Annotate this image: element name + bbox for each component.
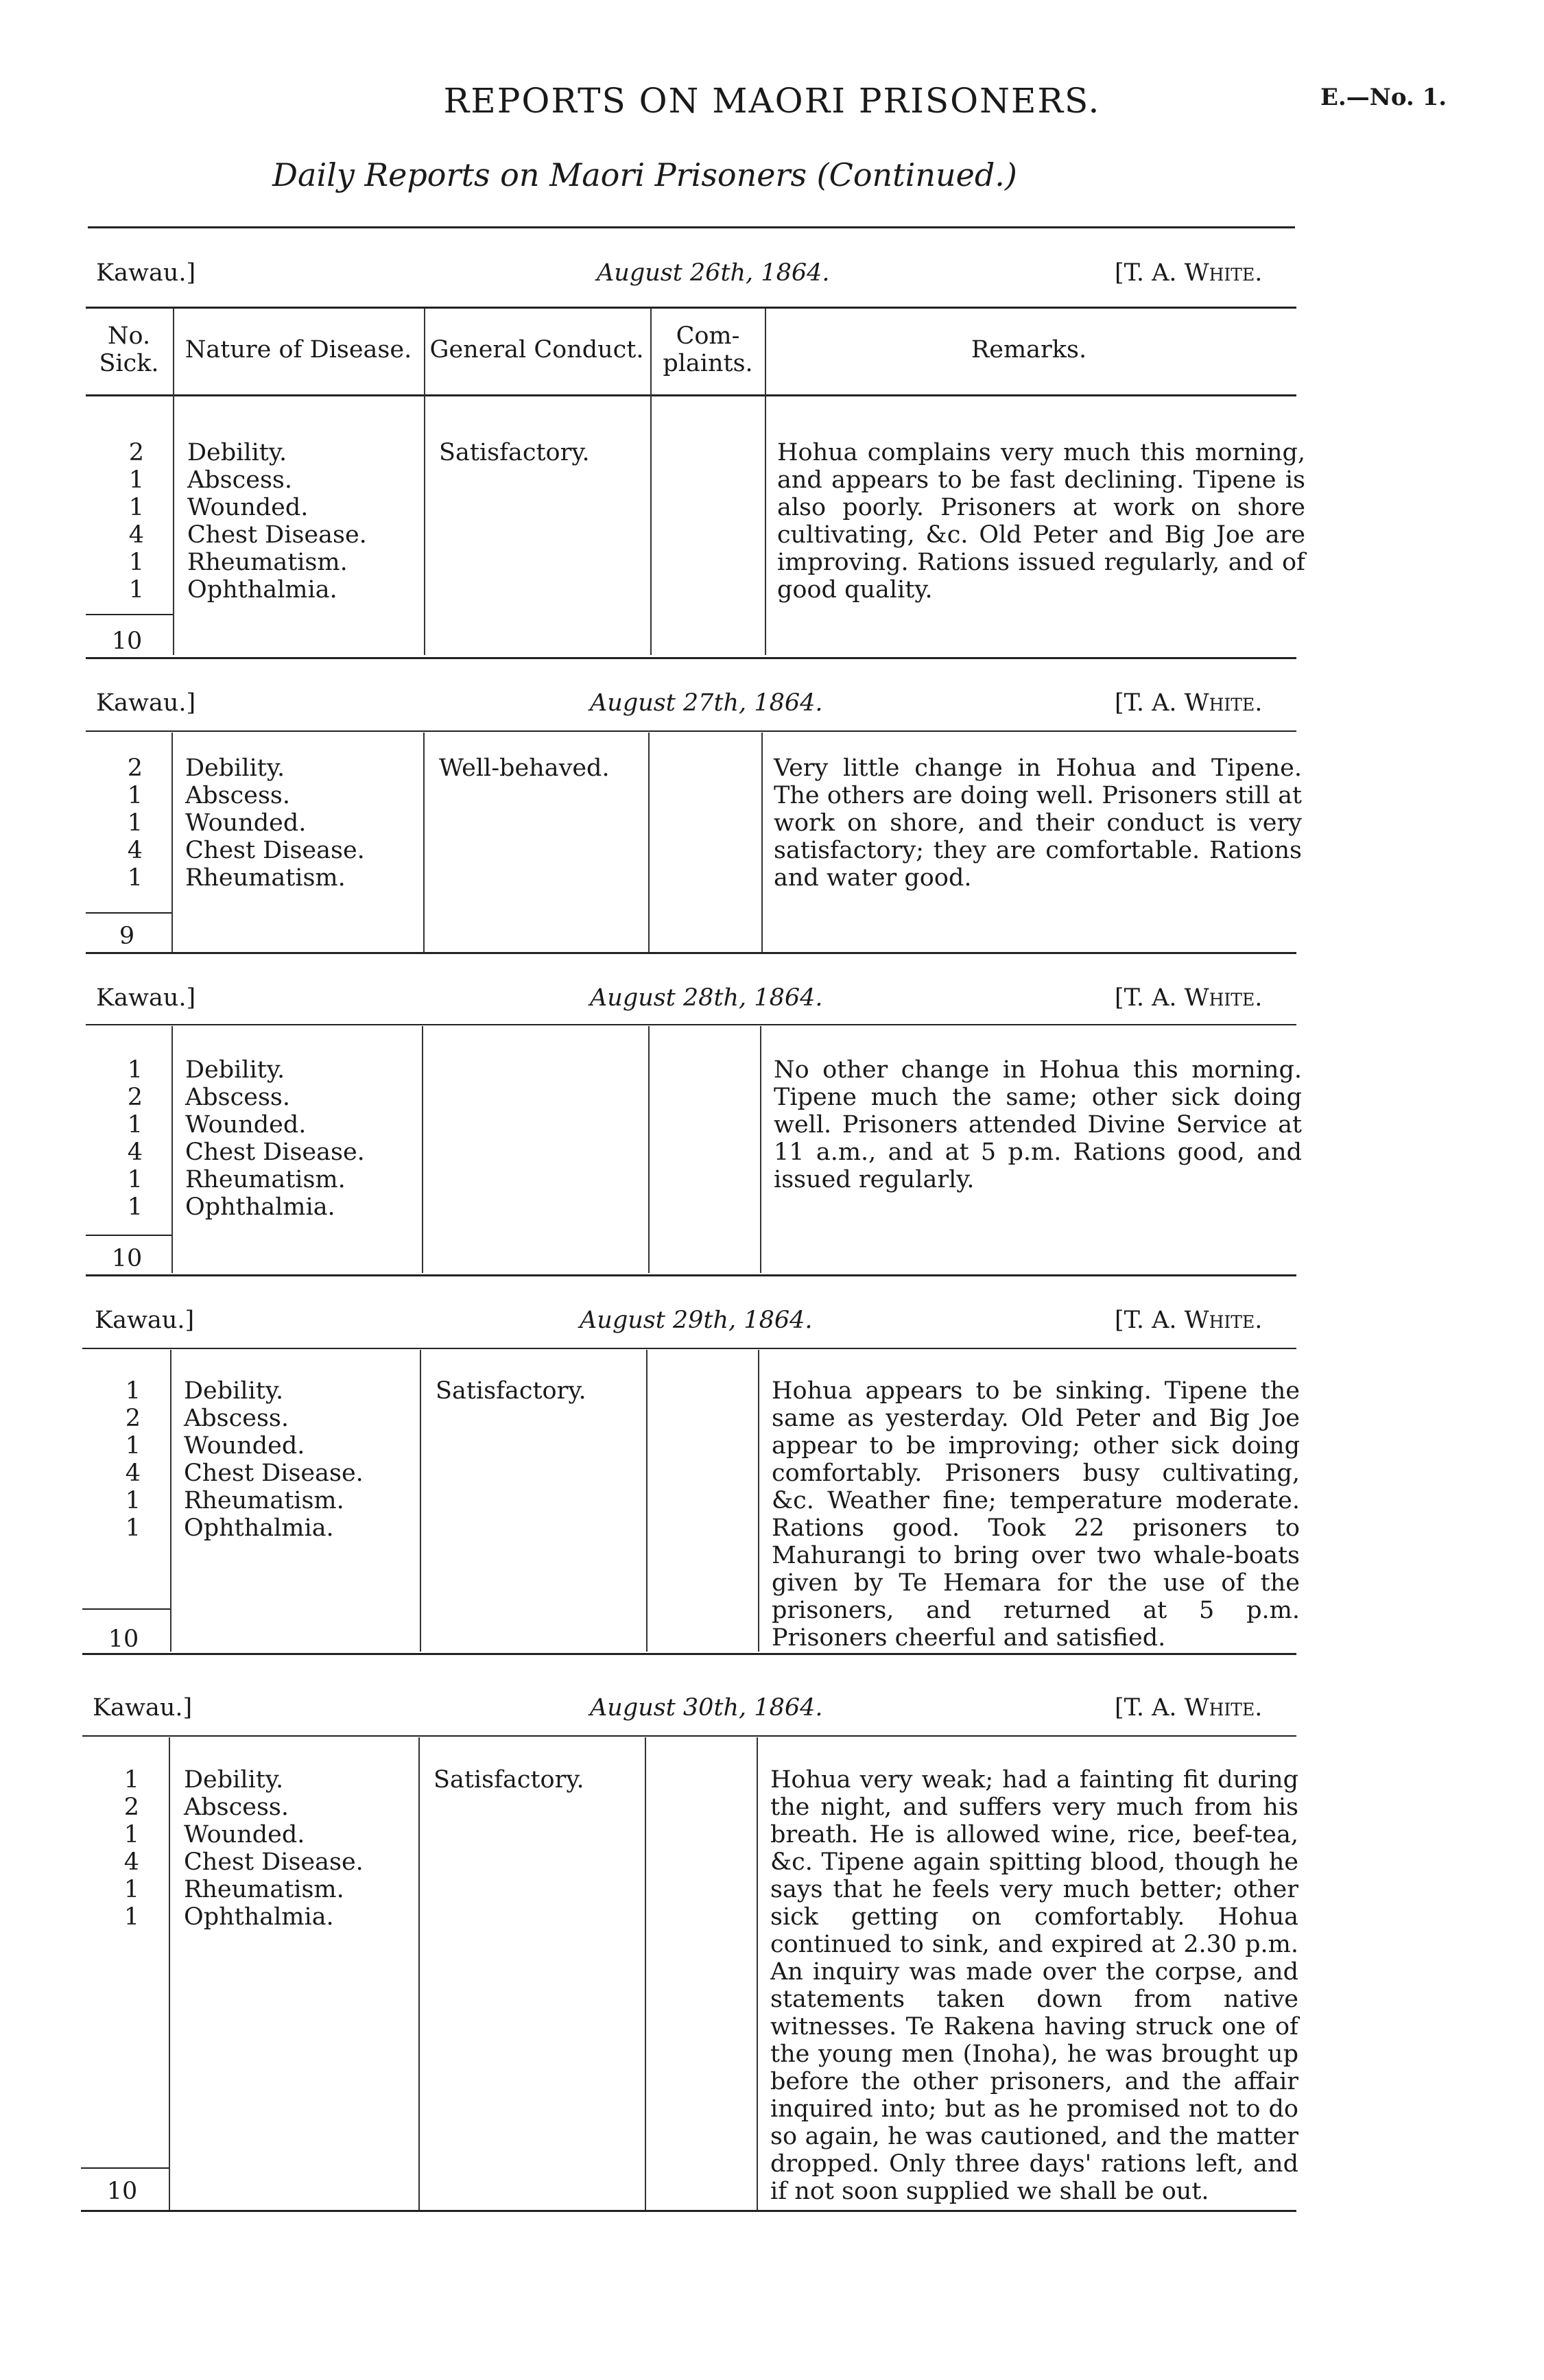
count: 2: [128, 439, 144, 466]
column-rule: [646, 1350, 648, 1652]
disease-list: [184, 1766, 364, 1931]
remarks: No other change in Hohua this morning. Tipene much the same; other sick doing well. Prisoners attended Divine Service at 11 a.m., and at 5 p.m. Rations good, and issued regularly.: [774, 1056, 1302, 1193]
header-remarks: Remarks.: [971, 336, 1087, 364]
disease-list: [184, 1377, 364, 1542]
section-officer: [T. A. White.: [1115, 1694, 1263, 1722]
header-nature-of-disease: Nature of Disease.: [185, 336, 412, 364]
section-officer: [T. A. White.: [1115, 259, 1263, 287]
column-rule: [170, 1350, 171, 1652]
total-sick: 10: [111, 1245, 143, 1272]
section-place: Kawau.]: [96, 259, 196, 287]
count: 1: [128, 576, 144, 604]
count: 2: [125, 1405, 141, 1432]
column-rule: [420, 1350, 421, 1652]
disease: Wounded.: [184, 1821, 305, 1848]
sick-counts: [91, 1766, 139, 1931]
count: 1: [128, 466, 144, 494]
total-sick: 10: [108, 1626, 139, 1653]
general-conduct: Well-behaved.: [439, 754, 610, 782]
count: 1: [123, 1821, 139, 1848]
count: 1: [125, 1432, 141, 1460]
column-rule: [424, 309, 425, 655]
section-rule: [86, 952, 1296, 954]
top-rule: [88, 226, 1295, 228]
count: 1: [127, 1056, 143, 1084]
section-rule: [86, 1274, 1296, 1276]
remarks: Hohua appears to be sinking. Tipene the same as yesterday. Old Peter and Big Joe appear to be improving; other sick doing comfortably. Prisoners busy cultivating, &c. Weather fine; temperature moderate. Rations good. Took 22 prisoners to Mahurangi to bring over two whale-boats given by Te Hemara for the use of the prisoners, and returned at 5 p.m. Prisoners cheerful and satisfied.: [772, 1377, 1300, 1652]
section-officer: [T. A. White.: [1115, 984, 1263, 1012]
section-date: August 26th, 1864.: [597, 259, 830, 287]
column-rule: [760, 1026, 761, 1273]
disease: Rheumatism.: [187, 549, 348, 576]
count: 1: [127, 809, 143, 837]
disease: Wounded.: [185, 809, 307, 837]
section-top-rule: [82, 1348, 1296, 1349]
column-rule: [418, 1737, 420, 2211]
disease: Chest Disease.: [185, 1139, 365, 1166]
header-no-sick: No. Sick.: [99, 322, 159, 377]
disease: Debility.: [184, 1766, 284, 1794]
disease: Ophthalmia.: [184, 1903, 334, 1931]
column-rule: [171, 733, 173, 952]
count: 2: [123, 1794, 139, 1821]
disease: Chest Disease.: [184, 1460, 364, 1487]
disease: Chest Disease.: [184, 1848, 364, 1876]
total-sick: 10: [111, 628, 143, 655]
disease: Abscess.: [185, 1084, 291, 1111]
general-conduct: Satisfactory.: [436, 1377, 586, 1405]
count: 1: [123, 1766, 139, 1794]
section-place: Kawau.]: [96, 984, 196, 1012]
count: 1: [128, 549, 144, 576]
column-rule: [648, 1026, 650, 1273]
section-top-rule: [86, 730, 1296, 732]
disease: Debility.: [185, 754, 285, 782]
column-rule: [169, 1737, 170, 2211]
count: 1: [127, 1111, 143, 1139]
disease: Chest Disease.: [185, 837, 365, 864]
disease: Debility.: [185, 1056, 285, 1084]
document-reference: E.—No. 1.: [1320, 84, 1447, 111]
column-rule: [650, 309, 652, 655]
remarks: Hohua very weak; had a fainting fit during the night, and suffers very much from his breath. He is allowed wine, rice, beef-tea, &c. Tipene again spitting blood, though he says that he feels very much better; other sick getting on comfortably. Hohua continued to sink, and expired at 2.30 p.m. An inquiry was made over the corpse, and statements taken down from native witnesses. Te Rakena having struck one of the young men (Inoha), he was brought up before the other prisoners, and the affair inquired into; but as he promised not to do so again, he was cautioned, and the matter dropped. Only three days' rations left, and if not soon supplied we shall be out.: [770, 1766, 1298, 2205]
subtotal-rule: [81, 2167, 169, 2169]
disease-list: [185, 754, 365, 892]
count: 1: [127, 1193, 143, 1221]
disease: Rheumatism.: [185, 864, 346, 892]
remarks: Hohua complains very much this morning, and appears to be fast declining. Tipene is also poorly. Prisoners at work on shore cultivating, &c. Old Peter and Big Joe are improving. Rations issued regularly, and of good quality.: [777, 439, 1305, 604]
disease: Abscess.: [185, 782, 291, 809]
count: 4: [128, 521, 144, 549]
disease: Abscess.: [187, 466, 293, 494]
section-rule: [81, 2210, 1296, 2212]
disease: Rheumatism.: [184, 1487, 344, 1514]
disease: Chest Disease.: [187, 521, 367, 549]
count: 2: [127, 754, 143, 782]
general-conduct: Satisfactory.: [433, 1766, 584, 1794]
count: 4: [127, 1139, 143, 1166]
section-rule: [86, 657, 1296, 659]
section-rule: [82, 1653, 1296, 1655]
count: 4: [123, 1848, 139, 1876]
column-rule: [757, 1737, 758, 2211]
subtotal-rule: [82, 1608, 170, 1610]
section-officer: [T. A. White.: [1115, 689, 1263, 717]
column-rule: [173, 309, 174, 655]
header-complaints: Com- plaints.: [663, 322, 753, 377]
subtotal-rule: [86, 1235, 171, 1236]
sick-counts: [93, 1377, 141, 1542]
section-top-rule: [82, 1735, 1296, 1737]
subtotal-rule: [86, 614, 173, 615]
count: 1: [125, 1514, 141, 1542]
section-officer: [T. A. White.: [1115, 1307, 1263, 1334]
section-date: August 30th, 1864.: [590, 1694, 823, 1722]
section-top-rule: [86, 1024, 1296, 1025]
count: 1: [127, 1166, 143, 1193]
disease: Abscess.: [184, 1794, 289, 1821]
count: 1: [125, 1487, 141, 1514]
count: 1: [123, 1903, 139, 1931]
page-subtitle: Daily Reports on Maori Prisoners (Continued.): [272, 156, 1017, 193]
section-date: August 29th, 1864.: [580, 1307, 813, 1334]
column-rule: [648, 733, 650, 952]
disease: Ophthalmia.: [187, 576, 337, 604]
disease: Debility.: [184, 1377, 284, 1405]
column-rule: [645, 1737, 646, 2211]
sick-counts: [95, 754, 143, 892]
count: 4: [127, 837, 143, 864]
count: 1: [127, 782, 143, 809]
table-header-bottom-rule: [86, 394, 1296, 396]
header-general-conduct: General Conduct.: [429, 336, 644, 364]
disease: Ophthalmia.: [184, 1514, 334, 1542]
column-rule: [422, 1026, 423, 1273]
column-rule: [423, 733, 425, 952]
remarks: Very little change in Hohua and Tipene. The others are doing well. Prisoners still at work on shore, and their conduct is very satisfactory; they are comfortable. Rations and water good.: [774, 754, 1302, 892]
disease: Rheumatism.: [184, 1876, 344, 1903]
general-conduct: Satisfactory.: [439, 439, 590, 466]
section-date: August 28th, 1864.: [590, 984, 823, 1012]
subtotal-rule: [86, 912, 171, 914]
count: 1: [123, 1876, 139, 1903]
section-date: August 27th, 1864.: [590, 689, 823, 717]
disease: Ophthalmia.: [185, 1193, 335, 1221]
count: 1: [128, 494, 144, 521]
section-place: Kawau.]: [93, 1694, 193, 1722]
disease: Wounded.: [184, 1432, 305, 1460]
column-rule: [765, 309, 766, 655]
disease-list: [185, 1056, 365, 1221]
section-place: Kawau.]: [95, 1307, 195, 1334]
count: 1: [127, 864, 143, 892]
disease: Debility.: [187, 439, 287, 466]
count: 4: [125, 1460, 141, 1487]
disease: Wounded.: [187, 494, 309, 521]
sick-counts: [95, 1056, 143, 1221]
total-sick: 9: [119, 923, 135, 950]
disease-list: [187, 439, 367, 604]
section-place: Kawau.]: [96, 689, 196, 717]
column-rule: [761, 733, 763, 952]
disease: Rheumatism.: [185, 1166, 346, 1193]
count: 2: [127, 1084, 143, 1111]
disease: Wounded.: [185, 1111, 307, 1139]
column-rule: [171, 1026, 173, 1273]
total-sick: 10: [106, 2178, 138, 2205]
disease: Abscess.: [184, 1405, 289, 1432]
sick-counts: [96, 439, 144, 604]
page-title: REPORTS ON MAORI PRISONERS.: [443, 81, 1101, 121]
count: 1: [125, 1377, 141, 1405]
column-rule: [758, 1350, 759, 1652]
table-header-top-rule: [86, 307, 1296, 309]
